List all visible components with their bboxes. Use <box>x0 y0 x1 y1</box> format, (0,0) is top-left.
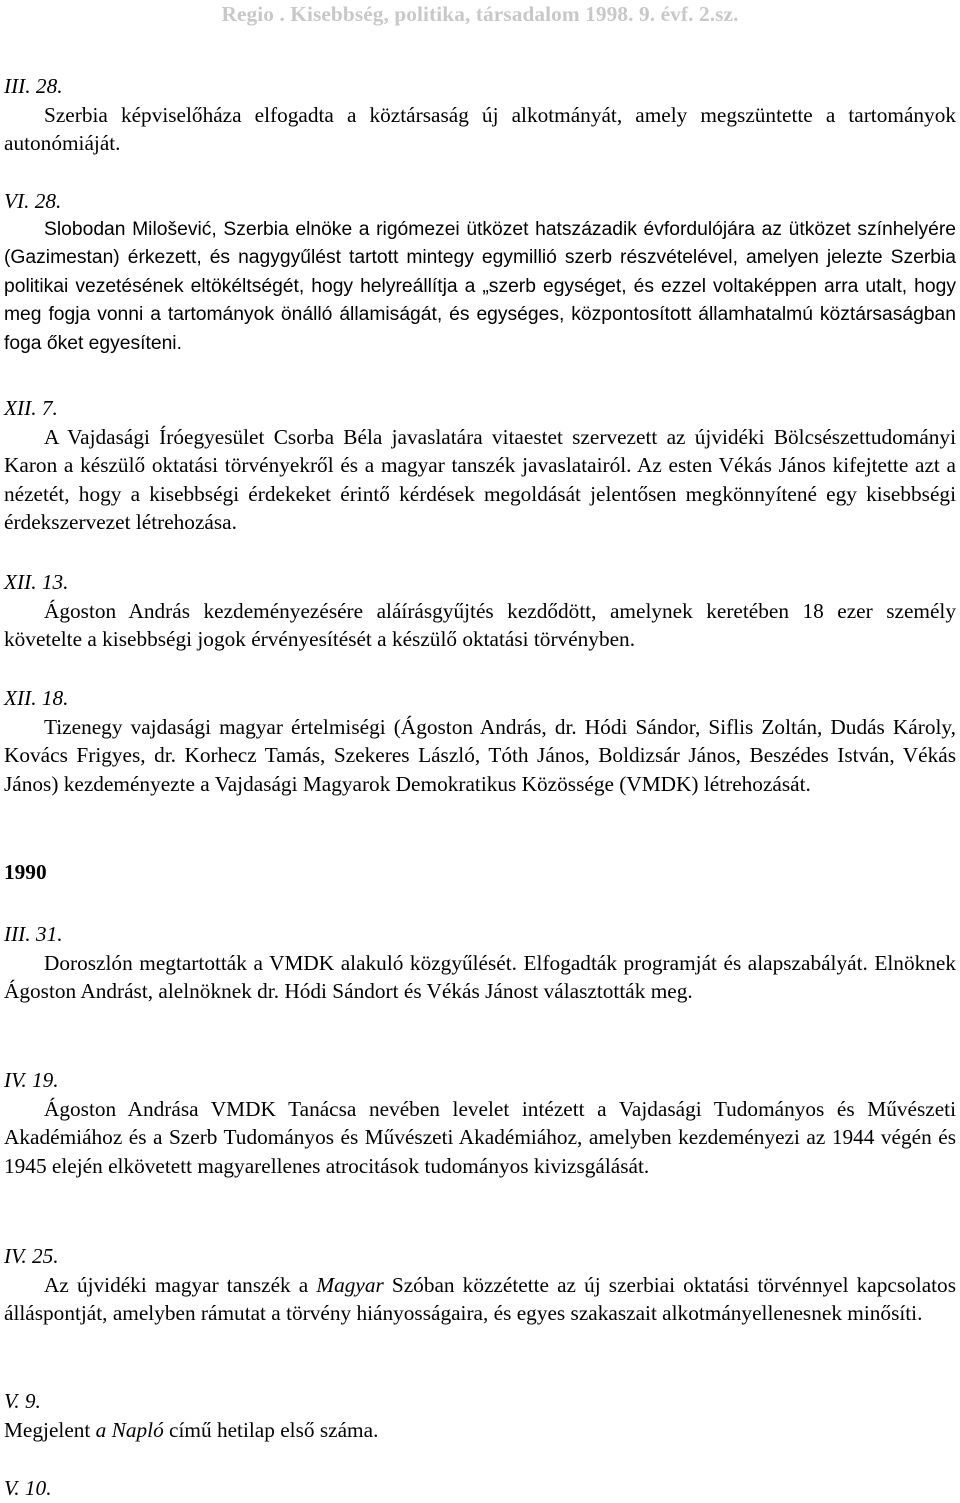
entry-date: V. 9. <box>4 1389 41 1413</box>
entry-date: IV. 25. <box>4 1244 59 1268</box>
entry-date: VI. 28. <box>4 189 62 213</box>
entry-text-part: Megjelent <box>4 1417 96 1442</box>
year-heading: 1990 <box>4 860 47 884</box>
entry-date: XII. 13. <box>4 570 69 594</box>
entry-text <box>4 1271 956 1328</box>
entry-text-part: című hetilap első száma. <box>163 1417 379 1442</box>
running-header: Regio . Kisebbség, politika, társadalom 1998. 9. évf. 2.sz. <box>221 2 739 26</box>
entry-date: IV. 19. <box>4 1068 59 1092</box>
entry-text: Szerbia képviselőháza elfogadta a köztársaság új alkotmányát, amely megszüntette a tartományok autonómiáját. <box>4 102 956 156</box>
entry-text: Tizenegy vajdasági magyar értelmiségi (Ágoston András, dr. Hódi Sándor, Siflis Zoltán, Dudás Károly, Kovács Frigyes, dr. Korhecz Tamás, Szekeres László, Tóth János, Boldizsár János, Beszédes István, Vékás János) kezdeményezte a Vajdasági Magyarok Demokratikus Közössége (VMDK) létrehozását. <box>4 714 956 796</box>
italic-title: Magyar <box>316 1272 384 1297</box>
entry-text-part: Szóban közzétette az új szerbiai oktatási törvénnyel kapcsolatos álláspontját, amelyben rámutat a törvény hiányosságaira, és egyes szakaszait alkotmányellenesnek minősíti. <box>4 1272 956 1326</box>
chronology-entry <box>4 1387 956 1444</box>
entry-date: III. 31. <box>4 922 63 946</box>
entry-text: Ágoston András kezdeményezésére aláírásgyűjtés kezdődött, amelynek keretében 18 ezer személy követelte a kisebbségi jogok érvényesítését a készülő oktatási törvényben. <box>4 598 956 652</box>
entry-text: Ágoston Andrása VMDK Tanácsa nevében levelet intézett a Vajdasági Tudományos és Művészeti Akadémiához és a Szerb Tudományos és Művészeti Akadémiához, amelyben kezdeményezi az 1944 végén és 1945 elején elkövetett magyarellenes atrocitások tudományos kivizsgálását. <box>4 1096 956 1178</box>
entry-text: Slobodan Milošević, Szerbia elnöke a rigómezei ütközet hatszázadik évfordulójára az ütközet színhelyére (Gazimestan) érkezett, és nagygyűlést tartott mintegy egymillió szerb részvételével, amelyen jelezte Szerbia politikai vezetésének eltökéltségét, hogy helyreállítja a „szerb egységet, és ezzel voltaképpen arra utalt, hogy meg fogja vonni a tartományok önálló államiságát, és egységes, központosított államhatalmú köztársaságban foga őket egyesíteni. <box>4 218 956 354</box>
entry-text: Doroszlón megtartották a VMDK alakuló közgyűlését. Elfogadták programját és alapszabályát. Elnöknek Ágoston Andrást, alelnöknek dr. Hódi Sándort és Vékás Jánost választották meg. <box>4 950 956 1004</box>
italic-title: a Napló <box>95 1417 164 1442</box>
chronology-entry <box>4 684 956 798</box>
entry-text-part: Az újvidéki magyar tanszék a <box>44 1272 317 1297</box>
entry-date: XII. 18. <box>4 686 69 710</box>
chronology-entry <box>4 920 956 1006</box>
entry-text: A Vajdasági Íróegyesület Csorba Béla javaslatára vitaestet szervezett az újvidéki Bölcsészettudományi Karon a készülő oktatási törvényekről és a magyar tanszék javaslatairól. Az esten Vékás János kifejtette azt a nézetét, hogy a kisebbségi érdekeket érintő kérdések megoldását jelentősen megkönnyítené egy kisebbségi érdekszervezet létrehozása. <box>4 424 956 535</box>
chronology-entry <box>4 394 956 537</box>
entry-date: V. 10. <box>4 1476 52 1500</box>
chronology-entry <box>4 1474 956 1503</box>
chronology-entry <box>4 187 956 359</box>
chronology-entry <box>4 568 956 654</box>
entry-date: XII. 7. <box>4 396 58 420</box>
chronology-entry <box>4 72 956 158</box>
entry-text <box>4 1416 956 1445</box>
chronology-entry <box>4 1242 956 1328</box>
entry-date: III. 28. <box>4 74 63 98</box>
chronology-entry <box>4 1066 956 1180</box>
